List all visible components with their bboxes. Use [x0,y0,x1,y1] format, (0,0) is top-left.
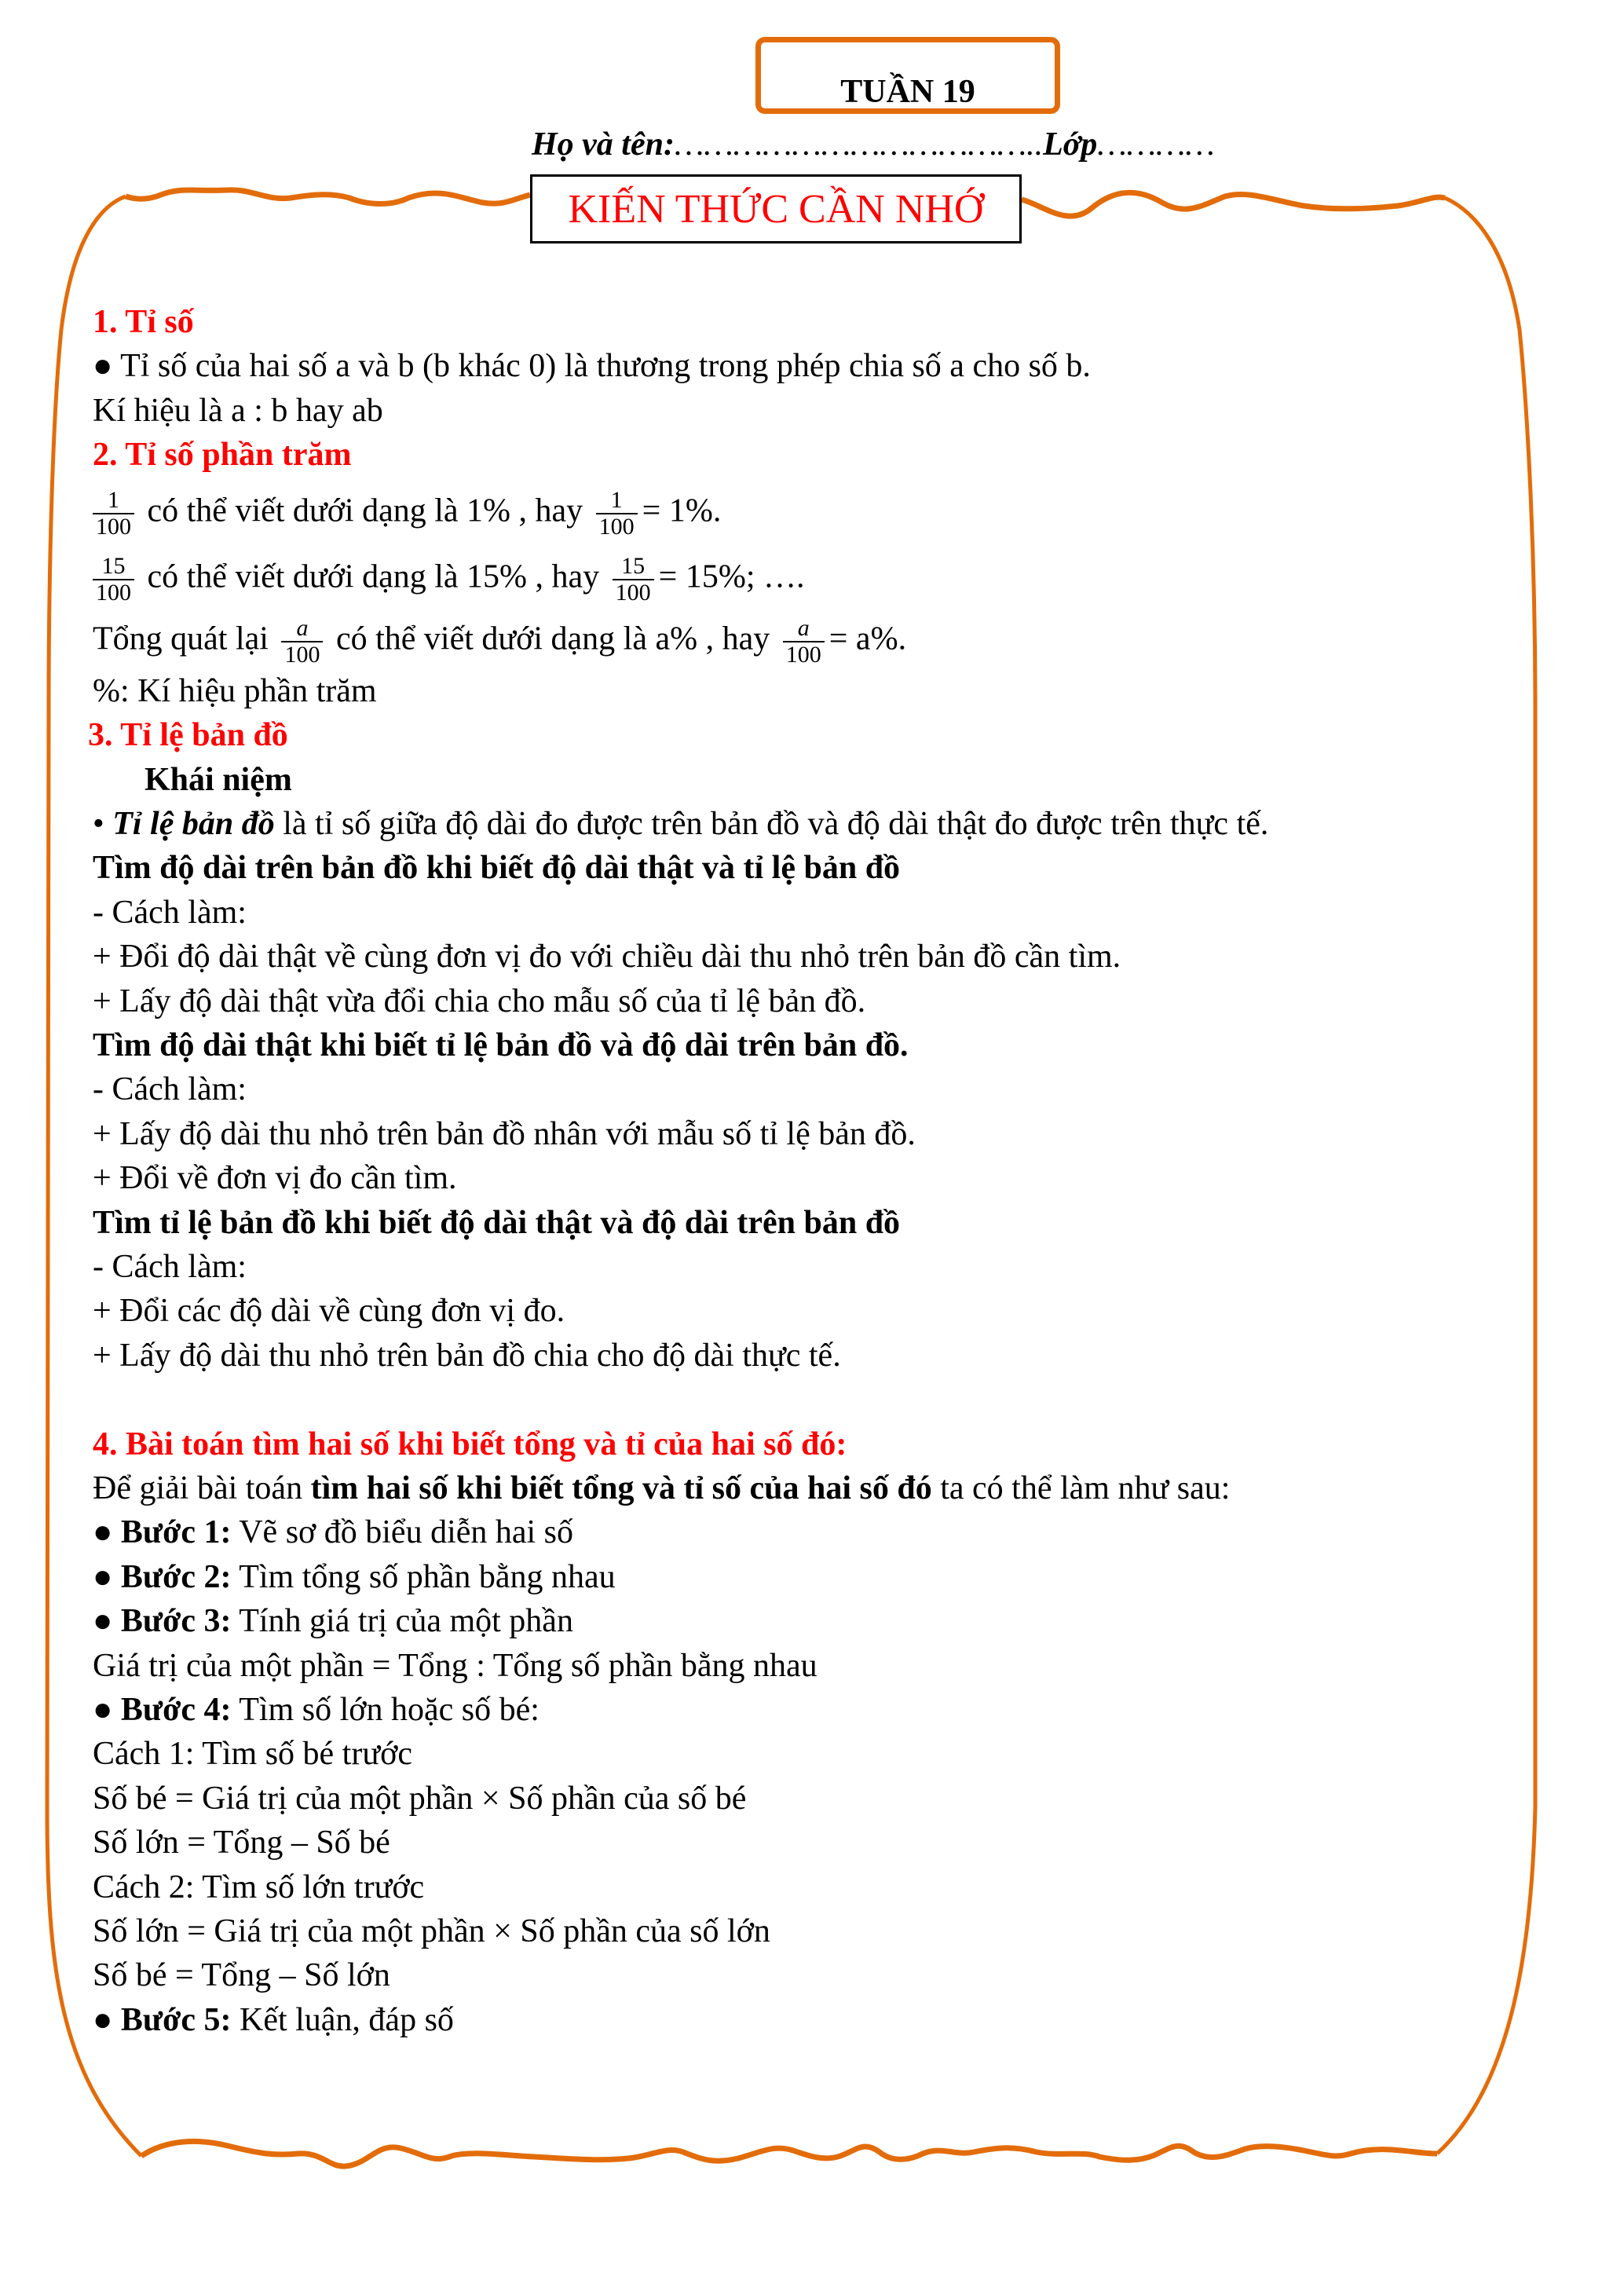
text: = 15%; …. [658,558,805,595]
section-1-title: 1. Tỉ số [93,304,194,340]
step-3 [93,1599,573,1643]
text-line: Số bé = Tổng – Số lớn [93,1957,390,1993]
subheading: Tìm độ dài trên bản đồ khi biết độ dài thật và tỉ lệ bản đồ [93,850,901,886]
fraction [93,488,134,540]
step-1 [93,1510,573,1554]
name-label: Họ và tên: [532,126,675,163]
step-4 [93,1688,540,1732]
step-label: ● Bước 2: [93,1559,232,1595]
text-line: %: Kí hiệu phần trăm [93,673,377,709]
text-line: + Đổi các độ dài về cùng đơn vị đo. [93,1293,565,1329]
denominator: 100 [96,580,131,606]
text-line: - Cách làm: [93,895,247,931]
text-line: + Đổi độ dài thật về cùng đơn vị đo với chiều dài thu nhỏ trên bản đồ cần tìm. [93,939,1121,975]
subheading: Tìm tỉ lệ bản đồ khi biết độ dài thật và độ dài trên bản đồ [93,1205,901,1241]
step-2 [93,1555,616,1599]
text-line: Cách 1: Tìm số bé trước [93,1736,412,1772]
text: Tổng quát lại [93,620,277,657]
class-blank[interactable]: ………… [1097,126,1215,163]
text: là tỉ số giữa độ dài đo được trên bản đồ và độ dài thật đo được trên thực tế. [274,806,1269,842]
text: có thể viết dưới dạng là 1% , hay [139,492,591,529]
text-line [93,1466,1230,1510]
text-line: Cách 2: Tìm số lớn trước [93,1869,425,1905]
numerator: 1 [93,488,134,514]
text-line: + Đổi về đơn vị đo cần tìm. [93,1160,457,1196]
text: ta có thể làm như sau: [931,1470,1231,1506]
step-text: Kết luận, đáp số [231,2002,454,2038]
formula-line [93,488,721,540]
term: Tỉ lệ bản đồ [112,806,275,842]
text-line: - Cách làm: [93,1071,247,1107]
text: có thể viết dưới dạng là a% , hay [327,620,778,657]
text-line: + Lấy độ dài thật vừa đổi chia cho mẫu số của tỉ lệ bản đồ. [93,983,866,1019]
fraction [93,554,134,606]
formula-line [93,554,805,606]
text-line: Số lớn = Tổng – Số bé [93,1825,390,1861]
numerator: a [783,616,825,642]
text-line: ● Tỉ số của hai số a và b (b khác 0) là thương trong phép chia số a cho số b. [93,348,1091,384]
fraction [783,616,825,668]
step-text: Vẽ sơ đồ biểu diễn hai số [231,1514,574,1550]
bullet: • [93,806,113,842]
section-2-title: 2. Tỉ số phần trăm [93,437,352,473]
text: Để giải bài toán [93,1470,311,1506]
week-title: TUẦN 19 [840,74,975,110]
subheading: Khái niệm [144,762,292,798]
text: = 1%. [642,492,722,529]
denominator: 100 [598,514,635,540]
step-label: ● Bước 5: [93,2002,232,2038]
numerator: a [281,616,323,642]
text-line: + Lấy độ dài thu nhỏ trên bản đồ chia cho độ dài thực tế. [93,1338,841,1374]
fraction [613,554,654,606]
section-banner: KIẾN THỨC CẦN NHỚ [530,174,1022,243]
numerator: 1 [596,488,638,514]
section-4-title: 4. Bài toán tìm hai số khi biết tổng và tỉ của hai số đó: [93,1426,847,1462]
step-label: ● Bước 1: [93,1514,232,1550]
definition-line [93,802,1268,846]
denominator: 100 [785,642,821,668]
text-line: Kí hiệu là a : b hay ab [93,393,383,429]
step-5 [93,1998,454,2042]
text-line: - Cách làm: [93,1249,247,1285]
class-label: Lớp [1043,126,1098,163]
step-label: ● Bước 4: [93,1692,232,1728]
section-3-title: 3. Tỉ lệ bản đồ [88,717,288,753]
denominator: 100 [615,580,651,606]
text-line: Số lớn = Giá trị của một phần × Số phần của số lớn [93,1913,770,1949]
text-line: Giá trị của một phần = Tổng : Tổng số phần bằng nhau [93,1648,817,1684]
fraction [596,488,638,540]
numerator: 15 [93,554,134,580]
bold-text: tìm hai số khi biết tổng và tỉ số của hai số đó [310,1470,932,1506]
step-text: Tìm số lớn hoặc số bé: [231,1692,540,1728]
text: = a%. [828,620,907,657]
text-line: Số bé = Giá trị của một phần × Số phần của số bé [93,1781,747,1817]
text-line: + Lấy độ dài thu nhỏ trên bản đồ nhân với mẫu số tỉ lệ bản đồ. [93,1116,916,1152]
student-info-line [532,123,1215,167]
formula-line [93,616,906,668]
step-label: ● Bước 3: [93,1603,232,1639]
name-blank[interactable]: ……………………………….. [674,126,1044,163]
fraction [281,616,323,668]
step-text: Tính giá trị của một phần [231,1603,573,1639]
text: có thể viết dưới dạng là 15% , hay [139,558,608,595]
step-text: Tìm tổng số phần bằng nhau [231,1559,616,1595]
numerator: 15 [613,554,654,580]
subheading: Tìm độ dài thật khi biết tỉ lệ bản đồ và độ dài trên bản đồ. [93,1027,909,1063]
denominator: 100 [284,642,320,668]
denominator: 100 [96,514,131,540]
